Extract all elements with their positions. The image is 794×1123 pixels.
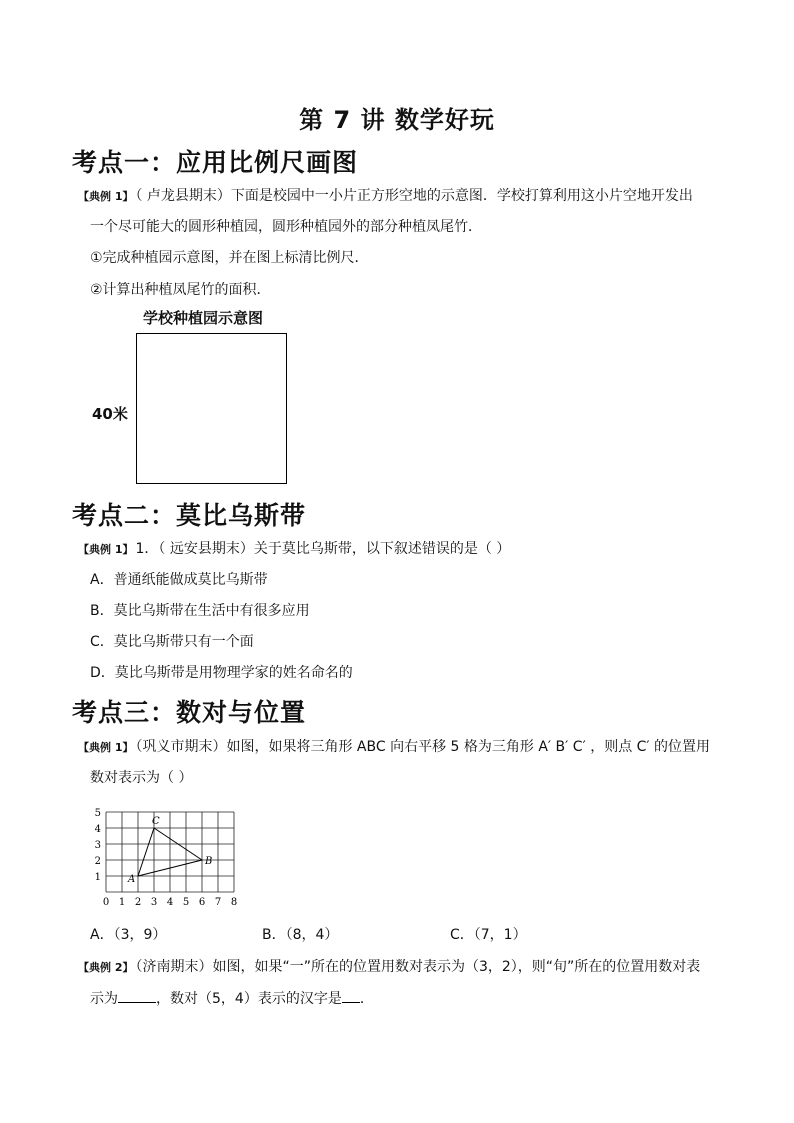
example-3-line-1 <box>78 737 710 758</box>
x-tick-label: 2 <box>134 897 142 908</box>
answer-option-a: A．（3，9） <box>90 927 167 943</box>
y-tick-label: 3 <box>94 840 101 851</box>
text-segment: 示为 <box>90 991 118 1007</box>
figure-title: 学校种植园示意图 <box>143 309 264 327</box>
x-tick-label: 8 <box>230 897 238 908</box>
x-tick-label: 1 <box>118 897 126 908</box>
x-tick-label: 6 <box>198 897 206 908</box>
example-tag: 【典例 1】 <box>78 190 134 203</box>
example-tag: 【典例 1】 <box>78 741 134 754</box>
example-text: （巩义市期末）如图，如果将三角形 ABC 向右平移 5 格为三角形 A′ B′ C′ ，则点 C′ 的位置用 <box>135 739 711 755</box>
page-title: 第 7 讲 数学好玩 <box>299 106 495 134</box>
grid-lines <box>106 812 234 892</box>
example-2-stem <box>78 539 510 560</box>
option-b: B．莫比乌斯带在生活中有很多应用 <box>90 603 310 619</box>
x-tick-label: 0 <box>102 897 110 908</box>
answer-option-c: C．（7，1） <box>450 927 527 943</box>
text-segment: ，数对（5，4）表示的汉字是 <box>156 991 342 1007</box>
option-a: A．普通纸能做成莫比乌斯带 <box>90 572 268 588</box>
point-label-a: A <box>128 874 136 885</box>
section-heading-1: 考点一：应用比例尺画图 <box>72 148 359 177</box>
coordinate-grid <box>88 800 258 908</box>
point-label-b: B <box>205 856 213 867</box>
example-4-line-1 <box>78 957 700 978</box>
example-text: 1．（ 远安县期末）关于莫比乌斯带，以下叙述错误的是（ ） <box>135 541 511 557</box>
question-2: ②计算出种植凤尾竹的面积． <box>90 282 271 298</box>
answer-blank-2[interactable] <box>342 988 360 1003</box>
y-tick-label: 5 <box>94 808 101 819</box>
example-tag: 【典例 1】 <box>78 543 134 556</box>
example-tag: 【典例 2】 <box>78 961 134 974</box>
example-text: （济南期末）如图，如果“一”所在的位置用数对表示为（3，2），则“旬”所在的位置用数对表 <box>135 959 701 975</box>
text-segment: ． <box>359 991 374 1007</box>
example-1-line-1 <box>78 186 693 207</box>
square-plot <box>136 333 287 484</box>
answer-option-b: B．（8，4） <box>262 927 339 943</box>
y-tick-label: 1 <box>94 872 101 883</box>
example-3-line-2: 数对表示为（ ） <box>90 770 193 786</box>
x-tick-label: 4 <box>166 897 174 908</box>
y-tick-label: 4 <box>94 824 101 835</box>
section-heading-3: 考点三：数对与位置 <box>72 698 307 727</box>
side-length-label: 40米 <box>92 405 128 423</box>
axis-ticks <box>95 808 238 908</box>
x-tick-label: 3 <box>150 897 158 908</box>
option-c: C．莫比乌斯带只有一个面 <box>90 634 254 650</box>
section-heading-2: 考点二：莫比乌斯带 <box>72 501 307 530</box>
example-text: （ 卢龙县期末）下面是校园中一小片正方形空地的示意图．学校打算利用这小片空地开发出 <box>135 188 693 204</box>
example-1-line-2: 一个尽可能大的圆形种植园，圆形种植园外的部分种植凤尾竹． <box>90 219 482 235</box>
point-label-c: C <box>152 816 160 827</box>
y-tick-label: 2 <box>94 856 101 867</box>
example-4-line-2 <box>90 988 374 1009</box>
question-1: ①完成种植园示意图，并在图上标清比例尺． <box>90 250 369 266</box>
answer-blank-1[interactable] <box>118 988 156 1003</box>
x-tick-label: 5 <box>182 897 190 908</box>
option-d: D．莫比乌斯带是用物理学家的姓名命名的 <box>90 665 353 681</box>
x-tick-label: 7 <box>214 897 222 908</box>
